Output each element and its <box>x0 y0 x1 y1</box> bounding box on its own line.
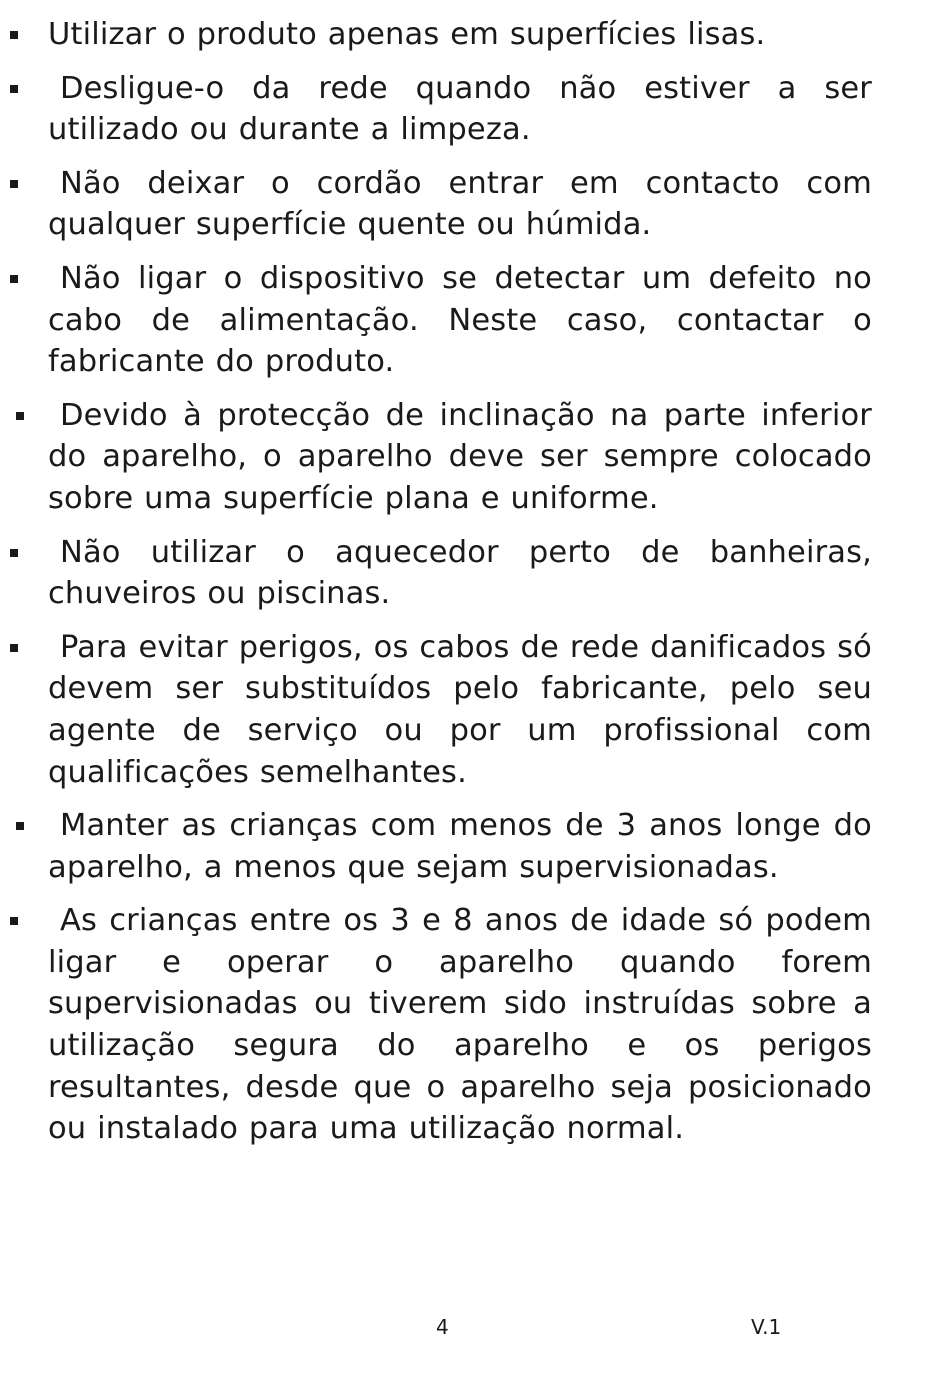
list-item-text: Para evitar perigos, os cabos de rede danificados só devem ser substituídos pelo fabricante, pelo seu agente de serviço ou por um profissional com qualificações semelhantes. <box>48 629 872 790</box>
list-item <box>48 163 872 246</box>
bullet-square-icon <box>10 917 18 925</box>
safety-instructions-list <box>0 14 950 1162</box>
list-item <box>48 900 872 1150</box>
list-item-text: Não utilizar o aquecedor perto de banheiras, chuveiros ou piscinas. <box>48 534 872 612</box>
list-item <box>48 258 872 383</box>
list-item <box>48 627 872 793</box>
bullet-square-icon <box>10 85 18 93</box>
bullet-square-icon <box>10 644 18 652</box>
list-item-text: Desligue-o da rede quando não estiver a ser utilizado ou durante a limpeza. <box>48 70 872 148</box>
list-item <box>48 532 872 615</box>
list-item-text: Devido à protecção de inclinação na parte inferior do aparelho, o aparelho deve ser sempre colocado sobre uma superfície plana e uniforme. <box>48 397 872 516</box>
bullet-square-icon <box>10 275 18 283</box>
bullet-square-icon <box>16 822 24 830</box>
list-item-text: As crianças entre os 3 e 8 anos de idade só podem ligar e operar o aparelho quando forem supervisionadas ou tiverem sido instruídas sobre a utilização segura do aparelho e os perigos resultantes, desde que o aparelho seja posicionado ou instalado para uma utilização normal. <box>48 903 872 1147</box>
page-number: 4 <box>436 1315 449 1339</box>
bullet-square-icon <box>10 549 18 557</box>
list-item-text: Utilizar o produto apenas em superfícies lisas. <box>48 17 766 52</box>
list-item <box>48 395 872 520</box>
bullet-square-icon <box>10 31 18 39</box>
list-item <box>48 68 872 151</box>
list-item <box>48 14 872 56</box>
bullet-square-icon <box>16 412 24 420</box>
list-item <box>48 805 872 888</box>
list-item-text: Não ligar o dispositivo se detectar um defeito no cabo de alimentação. Neste caso, contactar o fabricante do produto. <box>48 260 872 380</box>
bullet-square-icon <box>10 180 18 188</box>
list-item-text: Não deixar o cordão entrar em contacto com qualquer superfície quente ou húmida. <box>48 165 872 243</box>
version-label: V.1 <box>751 1315 782 1339</box>
list-item-text: Manter as crianças com menos de 3 anos longe do aparelho, a menos que sejam supervisionadas. <box>48 808 872 885</box>
